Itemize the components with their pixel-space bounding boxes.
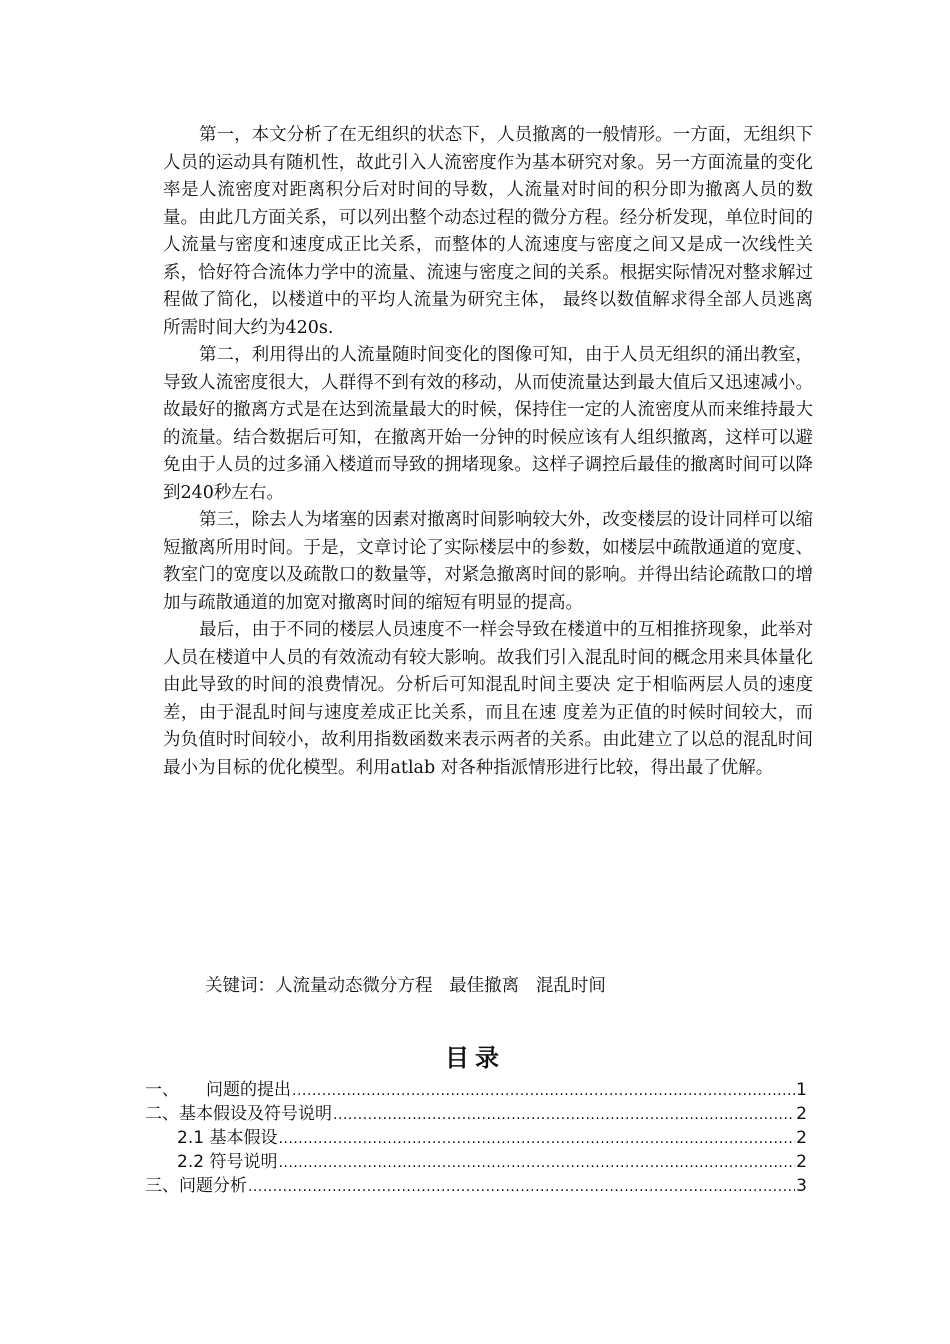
abstract-paragraph-2: 第二，利用得出的人流量随时间变化的图像可知，由于人员无组织的涌出教室，导致人流密度很大，人群得不到有效的移动，从而使流量达到最大值后又迅速减小。故最好的撤离方式是在达到流量最大的时候，保持住一定的人流密度从而来维持最大的流量。结合数据后可知，在撤离开始一分钟的时候应该有人组织撤离，这样可以避免由于人员的过多涌入楼道而导致的拥堵现象。这样子调控后最佳的撤离时间可以降到240秒左右。 — [163, 345, 813, 503]
abstract-paragraph-4: 最后，由于不同的楼层人员速度不一样会导致在楼道中的互相推挤现象，此举对人员在楼道中人员的有效流动有较大影响。故我们引入混乱时间的概念用来具体量化由此导致的时间的浪费情况。分析后可知混乱时间主要决 定于相临两层人员的速度差，由于混乱时间与速度差成正比关系，而且在速 度差为正值的时候时间较大，而为负值时时间较小，故利用指数函数来表示两者的关系。由此建立了以总的混乱时间最小为目标的优化模型。利用atlab 对各种指派情形进行比较，得出最了优解。 — [163, 620, 813, 778]
abstract-body — [163, 122, 813, 782]
toc-leader-dots — [248, 1175, 795, 1199]
toc-entry-2[interactable] — [145, 1102, 807, 1126]
toc-entry-page: 2 — [796, 1104, 807, 1124]
abstract-paragraph-1: 第一，本文分析了在无组织的状态下，人员撤离的一般情形。一方面，无组织下人员的运动具有随机性，故此引入人流密度作为基本研究对象。另一方面流量的变化率是人流密度对距离积分后对时间的导数，人流量对时间的积分即为撤离人员的数量。由此几方面关系，可以列出整个动态过程的微分方程。经分析发现，单位时间的人流量与密度和速度成正比关系，而整体的人流速度与密度之间又是成一次线性关系，恰好符合流体力学中的流量、流速与密度之间的关系。根据实际情况对整求解过程做了简化，以楼道中的平均人流量为研究主体， 最终以数值解求得全部人员逃离所需时间大约为420s. — [163, 125, 813, 338]
toc-entry-label: 2.1 基本假设 — [177, 1128, 278, 1148]
toc-entry-page: 1 — [796, 1080, 807, 1100]
toc-entry-label: 2.2 符号说明 — [177, 1152, 278, 1172]
toc-entry-page: 2 — [796, 1152, 807, 1172]
toc-title: 目录 — [445, 1044, 505, 1072]
toc-leader-dots — [333, 1103, 795, 1127]
toc-entry-label: 二、基本假设及符号说明 — [145, 1104, 332, 1124]
table-of-contents — [145, 1078, 807, 1198]
toc-leader-dots — [278, 1151, 795, 1175]
toc-entry-4[interactable] — [145, 1150, 807, 1174]
toc-leader-dots — [278, 1127, 795, 1151]
toc-entry-label: 一、 问题的提出 — [145, 1080, 292, 1100]
keywords-line: 关键词：人流量动态微分方程 最佳撤离 混乱时间 — [205, 976, 606, 996]
toc-entry-label: 三、问题分析 — [145, 1176, 247, 1196]
toc-entry-3[interactable] — [145, 1126, 807, 1150]
toc-leader-dots — [292, 1079, 795, 1103]
toc-entry-page: 2 — [796, 1128, 807, 1148]
toc-entry-page: 3 — [796, 1176, 807, 1196]
toc-entry-5[interactable] — [145, 1174, 807, 1198]
toc-entry-1[interactable] — [145, 1078, 807, 1102]
abstract-paragraph-3: 第三，除去人为堵塞的因素对撤离时间影响较大外，改变楼层的设计同样可以缩短撤离所用时间。于是，文章讨论了实际楼层中的参数，如楼层中疏散通道的宽度、教室门的宽度以及疏散口的数量等，对紧急撤离时间的影响。并得出结论疏散口的增加与疏散通道的加宽对撤离时间的缩短有明显的提高。 — [163, 510, 813, 613]
